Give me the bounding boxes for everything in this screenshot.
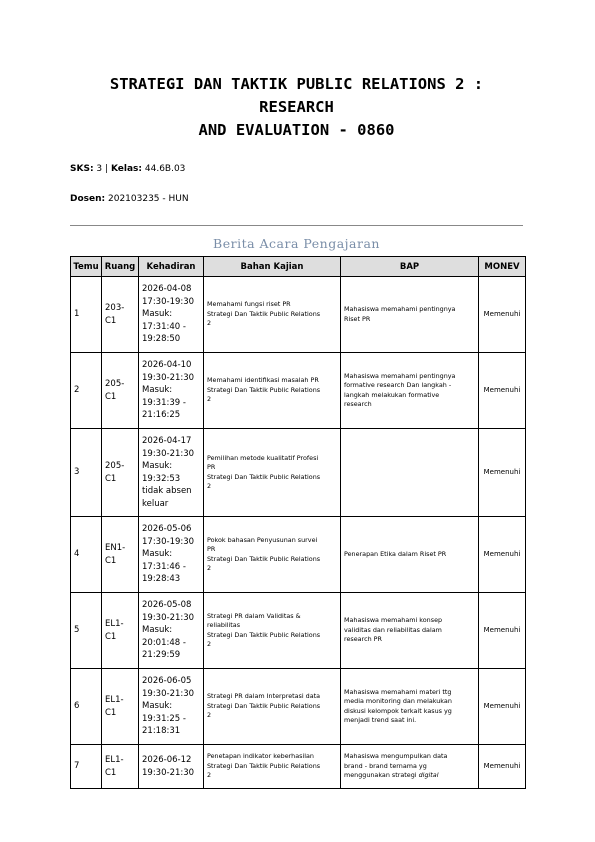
cell-ruang: EL1- C1 <box>102 669 139 745</box>
cell-bap: Penerapan Etika dalam Riset PR <box>341 517 479 593</box>
cell-ruang: 205- C1 <box>102 353 139 429</box>
cell-bap <box>341 745 479 789</box>
cell-bap-text: Mahasiswa mengumpulkan data brand - brand ternama yg menggunakan strategi <box>344 752 448 780</box>
meta-separator: | <box>105 164 109 174</box>
dosen-value: 202103235 - HUN <box>108 194 189 204</box>
column-header-bap: BAP <box>341 257 479 277</box>
cell-bahan-kajian: Pemilihan metode kualitatif Profesi PR Strategi Dan Taktik Public Relations 2 <box>204 429 341 517</box>
sks-label: SKS: <box>70 164 94 174</box>
cell-ruang: EL1- C1 <box>102 593 139 669</box>
cell-bap: Mahasiswa memahami konsep validitas dan reliabilitas dalam research PR <box>341 593 479 669</box>
cell-ruang: 205- C1 <box>102 429 139 517</box>
sks-value: 3 <box>96 164 103 174</box>
page-title <box>70 0 523 142</box>
cell-monev: Memenuhi <box>479 669 526 745</box>
table-row <box>71 517 526 593</box>
cell-bahan-kajian: Pokok bahasan Penyusunan survei PR Strategi Dan Taktik Public Relations 2 <box>204 517 341 593</box>
course-meta <box>70 163 523 205</box>
cell-bap: Mahasiswa memahami materi ttg media monitoring dan melakukan diskusi kelompok terkait kasus yg menjadi trend saat ini. <box>341 669 479 745</box>
cell-bahan-kajian: Strategi PR dalam Validitas & reliabilitas Strategi Dan Taktik Public Relations 2 <box>204 593 341 669</box>
cell-monev: Memenuhi <box>479 429 526 517</box>
cell-monev: Memenuhi <box>479 277 526 353</box>
cell-bap: Mahasiswa memahami pentingnya Riset PR <box>341 277 479 353</box>
cell-monev: Memenuhi <box>479 353 526 429</box>
cell-temu: 1 <box>71 277 102 353</box>
column-header-kehadiran: Kehadiran <box>139 257 204 277</box>
cell-kehadiran: 2026-06-05 19:30-21:30 Masuk: 19:31:25 - 21:18:31 <box>139 669 204 745</box>
cell-bahan-kajian: Strategi PR dalam Interpretasi data Strategi Dan Taktik Public Relations 2 <box>204 669 341 745</box>
cell-bap: Mahasiswa memahami pentingnya formative research Dan langkah - langkah melakukan formative research <box>341 353 479 429</box>
table-row <box>71 277 526 353</box>
cell-monev: Memenuhi <box>479 517 526 593</box>
cell-bahan-kajian: Memahami identifikasi masalah PR Strategi Dan Taktik Public Relations 2 <box>204 353 341 429</box>
cell-ruang: 203- C1 <box>102 277 139 353</box>
cell-temu: 7 <box>71 745 102 789</box>
kelas-value: 44.6B.03 <box>144 164 186 174</box>
table-row <box>71 593 526 669</box>
title-line-1: STRATEGI DAN TAKTIK PUBLIC RELATIONS 2 : RESEARCH <box>109 75 484 116</box>
cell-bap <box>341 429 479 517</box>
section-title: Berita Acara Pengajaran <box>213 236 380 251</box>
table-row <box>71 353 526 429</box>
dosen-line <box>70 193 523 205</box>
sks-kelas-line <box>70 163 523 175</box>
cell-temu: 6 <box>71 669 102 745</box>
cell-monev: Memenuhi <box>479 745 526 789</box>
cell-temu: 2 <box>71 353 102 429</box>
cell-temu: 3 <box>71 429 102 517</box>
table-row <box>71 429 526 517</box>
cell-kehadiran: 2026-05-06 17:30-19:30 Masuk: 17:31:46 - 19:28:43 <box>139 517 204 593</box>
cell-kehadiran: 2026-04-17 19:30-21:30 Masuk: 19:32:53 tidak absen keluar <box>139 429 204 517</box>
cell-ruang: EN1- C1 <box>102 517 139 593</box>
cell-bahan-kajian: Memahami fungsi riset PR Strategi Dan Taktik Public Relations 2 <box>204 277 341 353</box>
column-header-monev: MONEV <box>479 257 526 277</box>
dosen-label: Dosen: <box>70 194 106 204</box>
cell-temu: 5 <box>71 593 102 669</box>
cell-kehadiran: 2026-05-08 19:30-21:30 Masuk: 20:01:48 - 21:29:59 <box>139 593 204 669</box>
cell-kehadiran: 2026-04-10 19:30-21:30 Masuk: 19:31:39 - 21:16:25 <box>139 353 204 429</box>
teaching-record-table <box>70 256 526 789</box>
table-row <box>71 669 526 745</box>
table-header-row <box>71 257 526 277</box>
cell-bap-italic: digital <box>418 771 439 780</box>
section-divider <box>70 225 523 226</box>
column-header-ruang: Ruang <box>102 257 139 277</box>
column-header-temu: Temu <box>71 257 102 277</box>
cell-monev: Memenuhi <box>479 593 526 669</box>
title-line-2: AND EVALUATION - 0860 <box>198 121 395 139</box>
cell-kehadiran: 2026-04-08 17:30-19:30 Masuk: 17:31:40 - 19:28:50 <box>139 277 204 353</box>
cell-temu: 4 <box>71 517 102 593</box>
column-header-bahan-kajian: Bahan Kajian <box>204 257 341 277</box>
table-row <box>71 745 526 789</box>
cell-kehadiran: 2026-06-12 19:30-21:30 <box>139 745 204 789</box>
cell-bahan-kajian: Penetapan indikator keberhasilan Strategi Dan Taktik Public Relations 2 <box>204 745 341 789</box>
kelas-label: Kelas: <box>110 164 142 174</box>
cell-ruang: EL1- C1 <box>102 745 139 789</box>
